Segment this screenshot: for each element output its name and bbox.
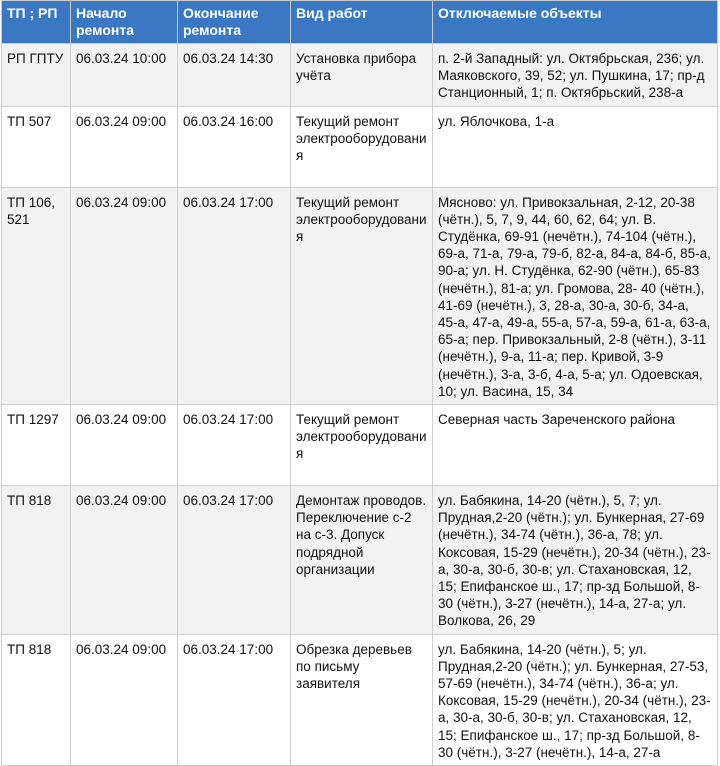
header-row	[2, 1, 718, 44]
cell-tp: РП ГПТУ	[2, 44, 71, 107]
table-row	[2, 486, 718, 635]
cell-objects: п. 2-й Западный: ул. Октябрьская, 236; ул. Маяковского, 39, 52; ул. Пушкина, 17; пр-д Станционный, 1; п. Октябрьский, 238-а	[433, 44, 718, 107]
cell-end: 06.03.24 14:30	[178, 44, 291, 107]
cell-tp: ТП 818	[2, 486, 71, 635]
cell-objects: Мясново: ул. Привокзальная, 2-12, 20-38 (чётн.), 5, 7, 9, 44, 60, 62, 64; ул. В. Студёнка, 69-91 (нечётн.), 74-104 (чётн.), 69-а, 71-а, 79-а, 79-б, 82-а, 84-а, 84-б, 85-а, 90-а; ул. Н. Студёнка, 62-90 (чётн.), 65-83 (нечётн.), 81-а; ул. Громова, 28- 40 (чётн.), 41-69 (нечётн.), 3, 28-а, 30-а, 30-б, 34-а, 45-а, 47-а, 49-а, 55-а, 57-а, 59-а, 61-а, 63-а, 65-а; пер. Привокзальный, 2-8 (чётн.), 3-11 (нечётн.), 9-а, 11-а; пер. Кривой, 3-9 (нечётн.), 3-а, 3-б, 4-а, 5-а; ул. Одоевская, 10; ул. Васина, 15, 34	[433, 187, 718, 404]
outage-table	[1, 0, 718, 766]
cell-start: 06.03.24 09:00	[71, 634, 178, 765]
cell-end: 06.03.24 17:00	[178, 634, 291, 765]
cell-start: 06.03.24 09:00	[71, 486, 178, 635]
cell-work: Текущий ремонт электрооборудования	[291, 106, 433, 187]
cell-end: 06.03.24 16:00	[178, 106, 291, 187]
table-row	[2, 405, 718, 486]
cell-work: Обрезка деревьев по письму заявителя	[291, 634, 433, 765]
header-work: Вид работ	[291, 1, 433, 44]
cell-work: Демонтаж проводов. Переключение с-2 на с-3. Допуск подрядной организации	[291, 486, 433, 635]
cell-end: 06.03.24 17:00	[178, 187, 291, 404]
cell-start: 06.03.24 09:00	[71, 187, 178, 404]
cell-objects: ул. Бабякина, 14-20 (чётн.), 5; ул. Прудная,2-20 (чётн.); ул. Бункерная, 27-53, 57-69 (нечётн.), 34-74 (чётн.), 36-а; ул. Коксовая, 15-29 (нечётн.), 20-34 (чётн.), 23-а, 30-а, 30-б, 30-в; ул. Стахановская, 12, 15; Епифанское ш., 17; пр-зд Большой, 8-30 (чётн.), 3-27 (нечётн.), 14-а, 27-а	[433, 634, 718, 765]
table-row	[2, 634, 718, 765]
table-row	[2, 44, 718, 107]
header-objects: Отключаемые объекты	[433, 1, 718, 44]
cell-tp: ТП 507	[2, 106, 71, 187]
cell-start: 06.03.24 09:00	[71, 405, 178, 486]
cell-end: 06.03.24 17:00	[178, 405, 291, 486]
cell-start: 06.03.24 10:00	[71, 44, 178, 107]
cell-end: 06.03.24 17:00	[178, 486, 291, 635]
cell-work: Установка прибора учёта	[291, 44, 433, 107]
table-row	[2, 187, 718, 404]
table-header	[2, 1, 718, 44]
cell-objects: Северная часть Зареченского района	[433, 405, 718, 486]
cell-tp: ТП 818	[2, 634, 71, 765]
cell-work: Текущий ремонт электрооборудования	[291, 405, 433, 486]
header-start: Начало ремонта	[71, 1, 178, 44]
header-tp: ТП ; РП	[2, 1, 71, 44]
table-row	[2, 106, 718, 187]
table-body	[2, 44, 718, 766]
cell-objects: ул. Бабякина, 14-20 (чётн.), 5, 7; ул. Прудная,2-20 (чётн.); ул. Бункерная, 27-69 (нечётн.), 34-74 (чётн.), 36-а, 78; ул. Коксовая, 15-29 (нечётн.), 20-34 (чётн.), 23-а, 30-а, 30-б, 30-в; ул. Стахановская, 12, 15; Епифанское ш., 17; пр-зд Большой, 8-30 (чётн.), 3-27 (нечётн.), 14-а, 27-а; ул. Волкова, 26, 29	[433, 486, 718, 635]
cell-objects: ул. Яблочкова, 1-а	[433, 106, 718, 187]
cell-tp: ТП 106, 521	[2, 187, 71, 404]
header-end: Окончание ремонта	[178, 1, 291, 44]
cell-work: Текущий ремонт электрооборудования	[291, 187, 433, 404]
cell-tp: ТП 1297	[2, 405, 71, 486]
cell-start: 06.03.24 09:00	[71, 106, 178, 187]
